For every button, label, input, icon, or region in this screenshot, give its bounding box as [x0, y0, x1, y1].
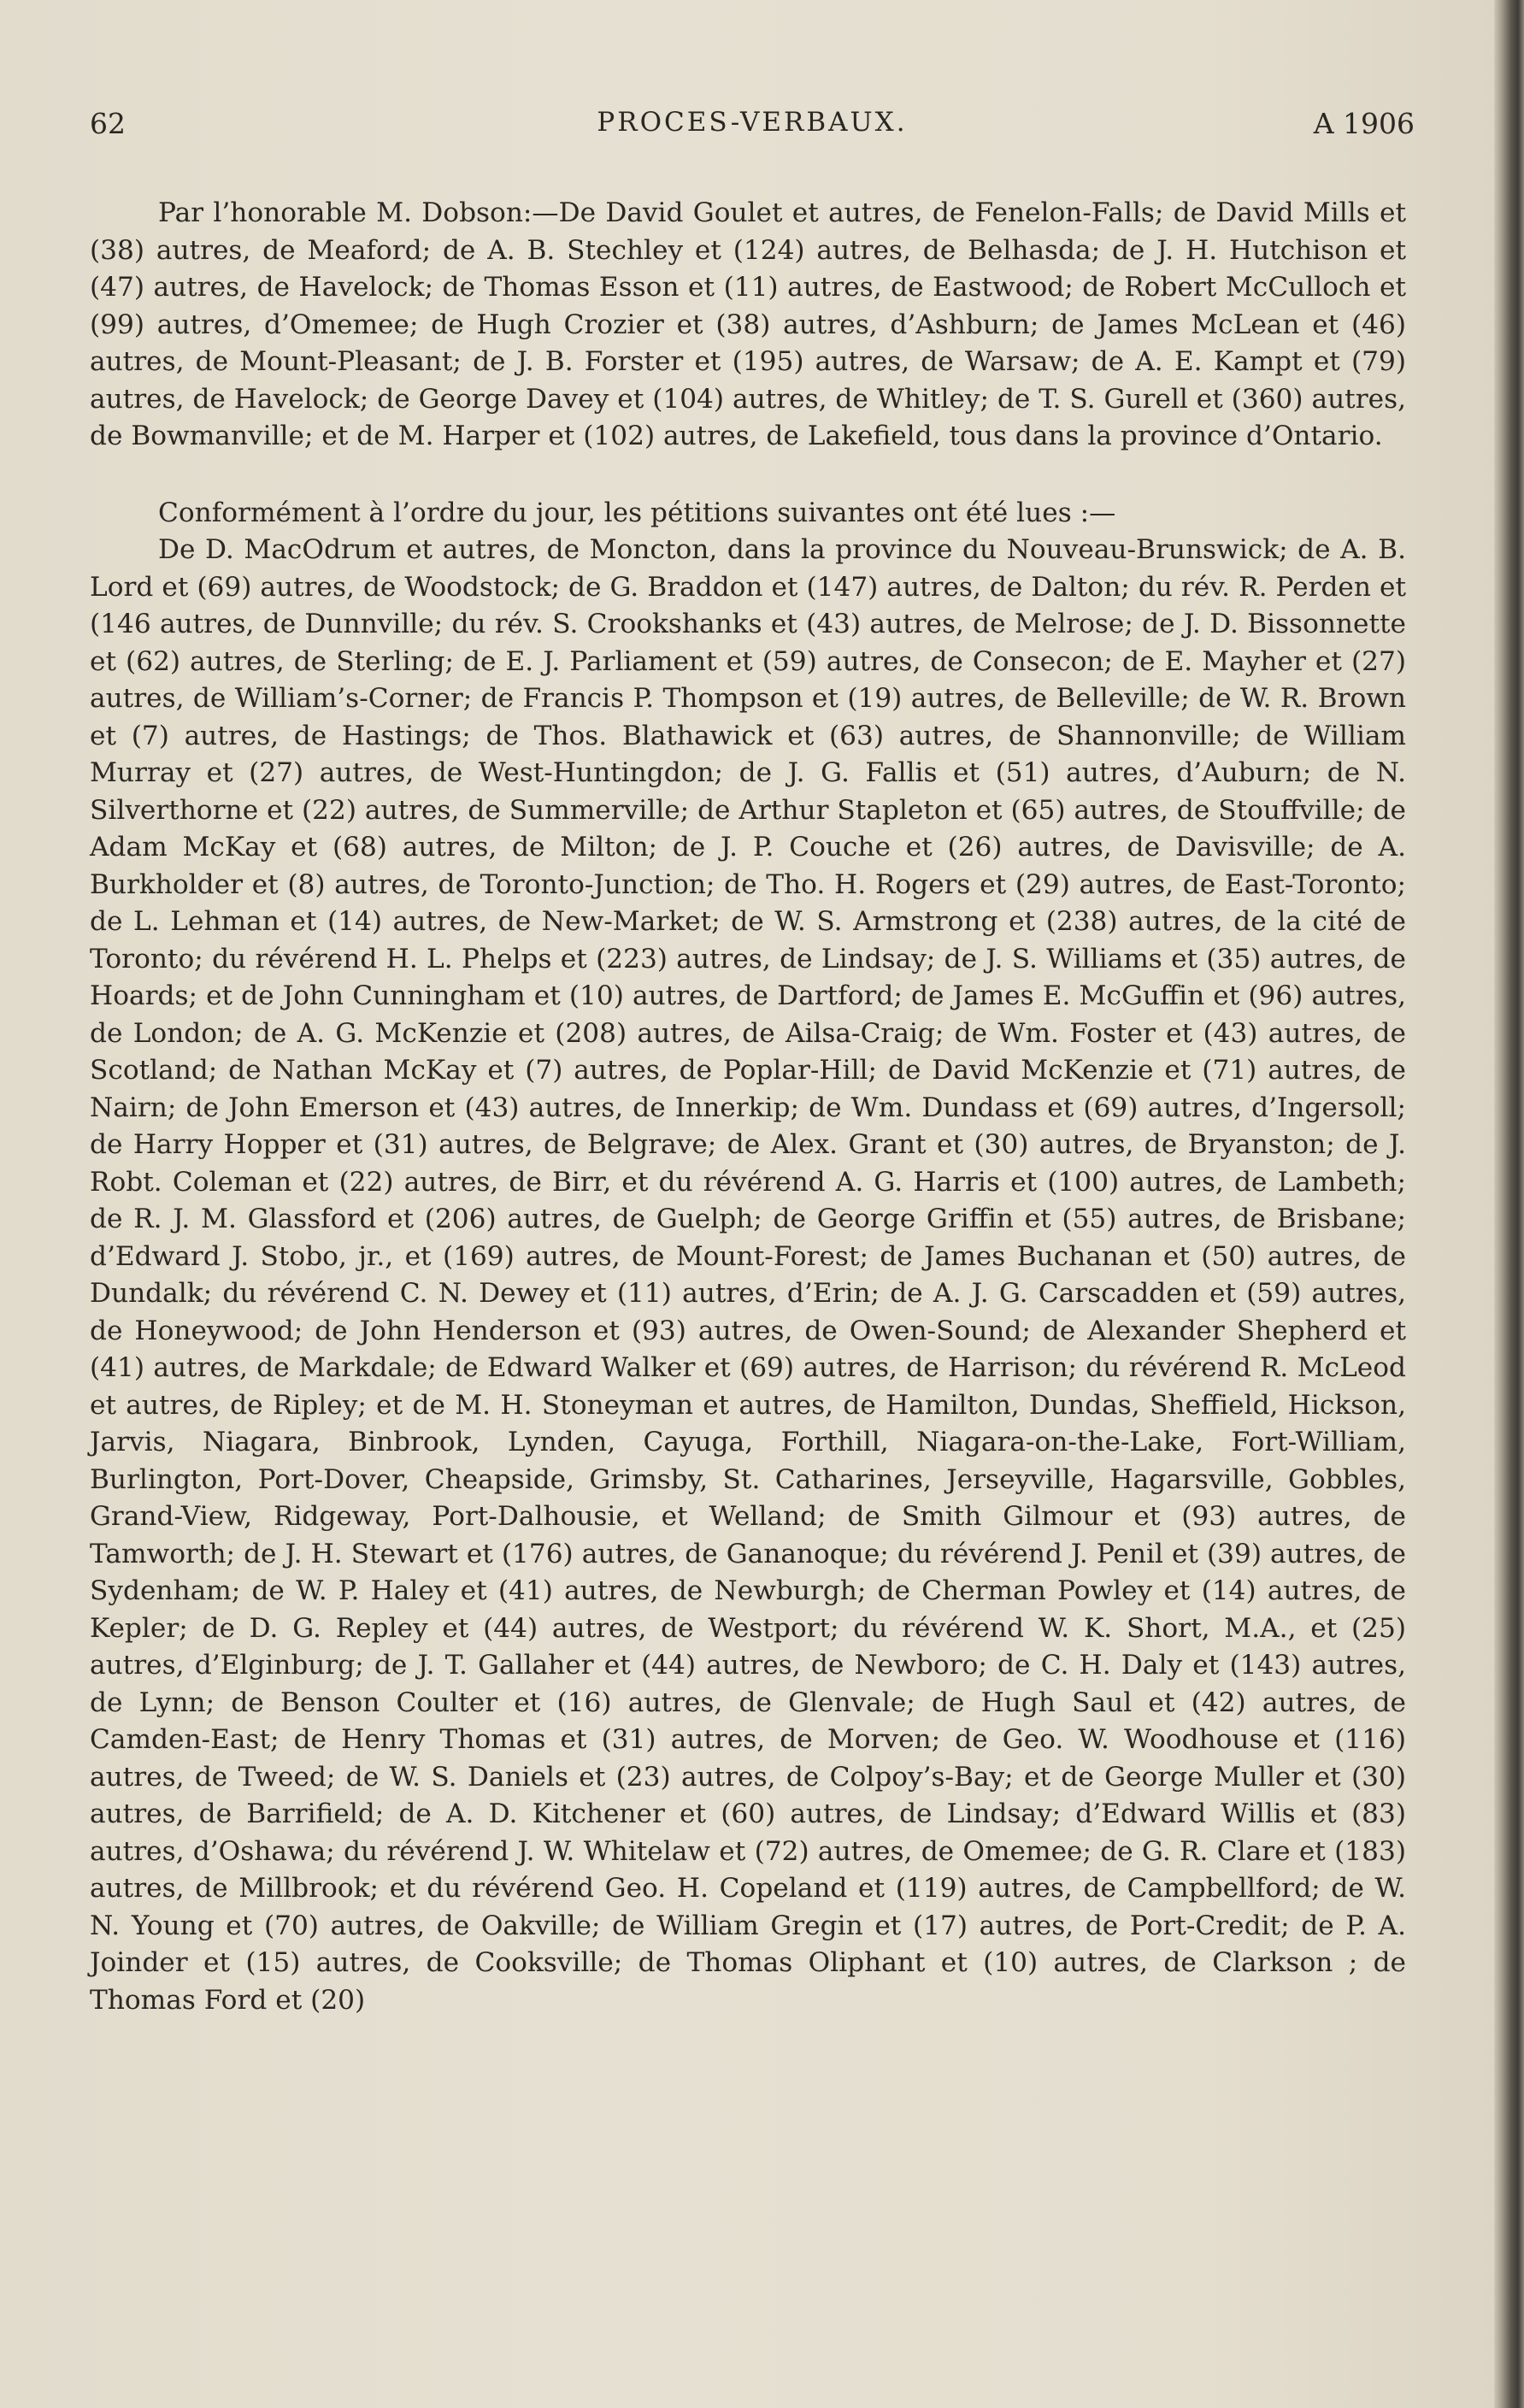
book-binding-edge	[1494, 0, 1524, 2408]
page-number: 62	[90, 107, 126, 140]
session-year: A 1906	[1313, 107, 1415, 140]
paragraph-petitions-read: De D. MacOdrum et autres, de Moncton, dans la province du Nouveau-Brunswick; de A. B. Lord et (69) autres, de Woodstock; de G. Braddon et (147) autres, de Dalton; du rév. R. Perden et (146 autres, de Dunnville; du rév. S. Crookshanks et (43) autres, de Melrose; de J. D. Bissonnette et (62) autres, de Sterling; de E. J. Parliament et (59) autres, de Consecon; de E. Mayher et (27) autres, de William’s-Corner; de Francis P. Thompson et (19) autres, de Belleville; de W. R. Brown et (7) autres, de Hastings; de Thos. Blathawick et (63) autres, de Shannonville; de William Murray et (27) autres, de West-Huntingdon; de J. G. Fallis et (51) autres, d’Auburn; de N. Silverthorne et (22) autres, de Summerville; de Arthur Stapleton et (65) autres, de Stouffville; de Adam McKay et (68) autres, de Milton; de J. P. Couche et (26) autres, de Davisville; de A. Burkholder et (8) autres, de Toronto-Junction; de Tho. H. Rogers et (29) autres, de East-Toronto; de L. Lehman et (14) autres, de New-Market; de W. S. Armstrong et (238) autres, de la cité de Toronto; du révérend H. L. Phelps et (223) autres, de Lindsay; de J. S. Williams et (35) autres, de Hoards; et de John Cunningham et (10) autres, de Dartford; de James E. McGuffin et (96) autres, de London; de A. G. McKenzie et (208) autres, de Ailsa-Craig; de Wm. Foster et (43) autres, de Scotland; de Nathan McKay et (7) autres, de Poplar-Hill; de David McKenzie et (71) autres, de Nairn; de John Emerson et (43) autres, de Innerkip; de Wm. Dundass et (69) autres, d’Ingersoll; de Harry Hopper et (31) autres, de Belgrave; de Alex. Grant et (30) autres, de Bryanston; de J. Robt. Coleman et (22) autres, de Birr, et du révérend A. G. Harris et (100) autres, de Lambeth; de R. J. M. Glassford et (206) autres, de Guelph; de George Griffin et (55) autres, de Brisbane; d’Edward J. Stobo, jr., et (169) autres, de Mount-Forest; de James Buchanan et (50) autres, de Dundalk; du révérend C. N. Dewey et (11) autres, d’Erin; de A. J. G. Carscadden et (59) autres, de Honeywood; de John Henderson et (93) autres, de Owen-Sound; de Alexander Shepherd et (41) autres, de Markdale; de Edward Walker et (69) autres, de Harrison; du révérend R. McLeod et autres, de Ripley; et de M. H. Stoneyman et autres, de Hamilton, Dundas, Sheffield, Hickson, Jarvis, Niagara, Binbrook, Lynden, Cayuga, Forthill, Niagara-on-the-Lake, Fort-William, Burlington, Port-Dover, Cheapside, Grimsby, St. Catharines, Jerseyville, Hagarsville, Gobbles, Grand-View, Ridgeway, Port-Dalhousie, et Welland; de Smith Gilmour et (93) autres, de Tamworth; de J. H. Stewart et (176) autres, de Gananoque; du révérend J. Penil et (39) autres, de Sydenham; de W. P. Haley et (41) autres, de Newburgh; de Cherman Powley et (14) autres, de Kepler; de D. G. Repley et (44) autres, de Westport; du révérend W. K. Short, M.A., et (25) autres, d’Elginburg; de J. T. Gallaher et (44) autres, de Newboro; de C. H. Daly et (143) autres, de Lynn; de Benson Coulter et (16) autres, de Glenvale; de Hugh Saul et (42) autres, de Camden-East; de Henry Thomas et (31) autres, de Morven; de Geo. W. Woodhouse et (116) autres, de Tweed; de W. S. Daniels et (23) autres, de Colpoy’s-Bay; et de George Muller et (30) autres, de Barrifield; de A. D. Kitchener et (60) autres, de Lindsay; d’Edward Willis et (83) autres, d’Oshawa; du révérend J. W. Whitelaw et (72) autres, de Omemee; de G. R. Clare et (183) autres, de Millbrook; et du révérend Geo. H. Copeland et (119) autres, de Campbellford; de W. N. Young et (70) autres, de Oakville; de William Gregin et (17) autres, de Port-Credit; de P. A. Joinder et (15) autres, de Cooksville; de Thomas Oliphant et (10) autres, de Clarkson ; de Thomas Ford et (20)	[90, 534, 1406, 2016]
paragraph-order-of-day: Conformément à l’ordre du jour, les pétitions suivantes ont été lues :—	[158, 497, 1116, 528]
page-header	[90, 107, 1415, 158]
body-text	[90, 195, 1406, 2019]
running-title: PROCES-VERBAUX.	[597, 107, 908, 138]
paragraph-dobson-petitions: Par l’honorable M. Dobson:—De David Goulet et autres, de Fenelon-Falls; de David Mills et (38) autres, de Meaford; de A. B. Stechley et (124) autres, de Belhasda; de J. H. Hutchison et (47) autres, de Havelock; de Thomas Esson et (11) autres, de Eastwood; de Robert McCulloch et (99) autres, d’Omemee; de Hugh Crozier et (38) autres, d’Ashburn; de James McLean et (46) autres, de Mount-Pleasant; de J. B. Forster et (195) autres, de Warsaw; de A. E. Kampt et (79) autres, de Havelock; de George Davey et (104) autres, de Whitley; de T. S. Gurell et (360) autres, de Bowmanville; et de M. Harper et (102) autres, de Lakefield, tous dans la province d’Ontario.	[90, 197, 1406, 451]
